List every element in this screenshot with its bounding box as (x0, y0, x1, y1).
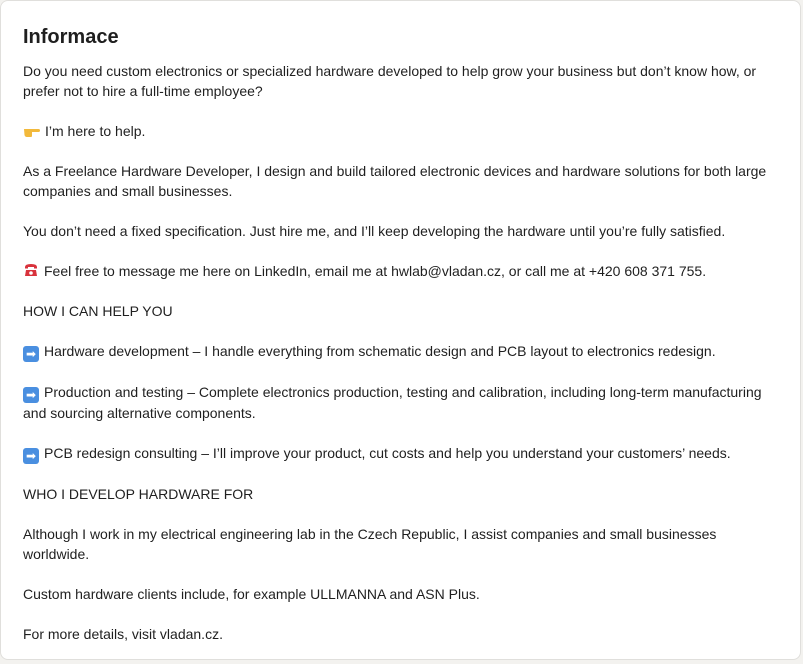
paragraph-freelance-text: As a Freelance Hardware Developer, I design and build tailored electronic devices and hardware solutions for both large companies and small businesses. (23, 163, 771, 199)
paragraph-location (23, 524, 783, 564)
right-arrow-icon: ➡ (23, 448, 39, 464)
paragraph-clients (23, 584, 783, 604)
service-production-testing (23, 382, 783, 423)
paragraph-contact-text: Feel free to message me here on LinkedIn, email me at hwlab@vladan.cz, or call me at +420 608 371 755. (44, 263, 707, 279)
paragraph-specification-text: You don’t need a fixed specification. Just hire me, and I’ll keep developing the hardware until you’re fully satisfied. (23, 223, 726, 239)
paragraph-more-details-text: For more details, visit vladan.cz. (23, 626, 223, 642)
heading-who-i-develop-for-text: WHO I DEVELOP HARDWARE FOR (23, 486, 254, 502)
service-hardware-development-text: Hardware development – I handle everything from schematic design and PCB layout to electronics redesign. (44, 343, 716, 359)
service-pcb-redesign-text: PCB redesign consulting – I’ll improve your product, cut costs and help you understand your customers’ needs. (44, 445, 731, 461)
service-hardware-development (23, 341, 783, 362)
service-pcb-redesign (23, 443, 783, 464)
right-arrow-icon: ➡ (23, 346, 39, 362)
backhand-index-pointing-right-icon (23, 123, 41, 139)
heading-how-i-can-help-text: HOW I CAN HELP YOU (23, 303, 173, 319)
paragraph-contact (23, 261, 783, 281)
service-production-testing-text: Production and testing – Complete electronics production, testing and calibration, including long-term manufacturing and sourcing alternative components. (23, 384, 766, 421)
telephone-icon (23, 262, 39, 278)
paragraph-help (23, 121, 783, 141)
section-title: Informace (23, 26, 119, 48)
paragraph-intro (23, 61, 783, 101)
paragraph-intro-text: Do you need custom electronics or specialized hardware developed to help grow your business but don’t know how, or prefer not to hire a full-time employee? (23, 63, 760, 99)
paragraph-more-details (23, 624, 783, 644)
paragraph-clients-text: Custom hardware clients include, for example ULLMANNA and ASN Plus. (23, 586, 480, 602)
heading-how-i-can-help (23, 301, 783, 321)
right-arrow-icon: ➡ (23, 387, 39, 403)
about-text (23, 61, 783, 664)
paragraph-help-text: I’m here to help. (45, 123, 146, 139)
paragraph-specification (23, 221, 783, 241)
paragraph-location-text: Although I work in my electrical engineering lab in the Czech Republic, I assist companies and small businesses worldwide. (23, 526, 721, 562)
paragraph-freelance (23, 161, 783, 201)
heading-who-i-develop-for (23, 484, 783, 504)
